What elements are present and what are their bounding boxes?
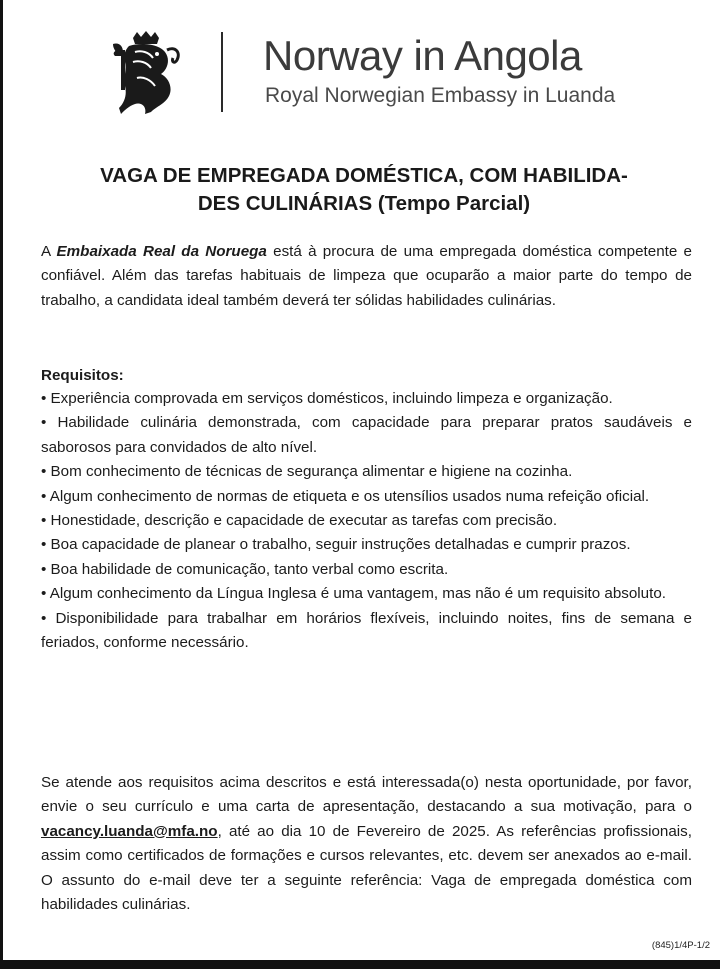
intro-text: está à procura de uma empregada doméstica competente e confiável. Além das tarefas habituais de limpeza que ocuparão a maior parte do tempo de trabalho, a candidata ideal também deverá ter sólidas habilidades culinárias. [41, 243, 692, 309]
embassy-name: Embaixada Real da Noruega [56, 243, 267, 260]
requirement-item: • Experiência comprovada em serviços domésticos, incluindo limpeza e organização. [41, 390, 613, 407]
brand-subtitle: Royal Norwegian Embassy in Luanda [265, 84, 616, 107]
reference-code: (845)1/4P-1/2 [651, 940, 710, 951]
requirement-item: • Boa habilidade de comunicação, tanto verbal como escrita. [41, 560, 449, 578]
vacancy-title-line-1: VAGA DE EMPREGADA DOMÉSTICA, COM HABILIDA- [100, 164, 628, 187]
vacancy-title-line-2: DES CULINÁRIAS (Tempo Parcial) [197, 192, 531, 215]
requirements-heading: Requisitos: [41, 367, 124, 384]
requirements-list [41, 387, 692, 655]
requirement-item: • Algum conhecimento da Língua Inglesa é uma vantagem, mas não é um requisito absoluto. [41, 585, 667, 603]
closing-paragraph [41, 771, 692, 917]
requirement-item: • Honestidade, descrição e capacidade de executar as tarefas com precisão. [41, 512, 558, 530]
embassy-header [111, 26, 671, 122]
norwegian-lion-crest-icon [111, 30, 183, 116]
header-divider [221, 32, 223, 112]
vacancy-title [43, 162, 685, 218]
requirement-item: • Disponibilidade para trabalhar em horários flexíveis, incluindo noites, fins de semana e feriados, conforme necessário. [41, 609, 692, 652]
email-link[interactable]: vacancy.luanda@mfa.no [41, 822, 218, 840]
requirement-item: • Bom conhecimento de técnicas de segurança alimentar e higiene na cozinha. [41, 463, 573, 481]
closing-text-after: , até ao dia 10 de Fevereiro de 2025. As referências profissionais, assim como certificados de formações e cursos relevantes, etc. devem ser anexados ao e-mail. O assunto do e-mail deve ter a seguinte referência: Vaga de empregada doméstica com habilidades culinárias. [41, 822, 692, 914]
requirement-item: • Algum conhecimento de normas de etiqueta e os utensílios usados numa refeição oficial. [41, 487, 650, 505]
requirement-item: • Boa capacidade de planear o trabalho, seguir instruções detalhadas e cumprir prazos. [41, 536, 631, 554]
requirement-item: • Habilidade culinária demonstrada, com capacidade para preparar pratos saudáveis e saborosos para convidados de alto nível. [41, 414, 692, 456]
closing-text-before: Se atende aos requisitos acima descritos e está interessada(o) nesta oportunidade, por favor, envie o seu currículo e uma carta de apresentação, destacando a sua motivação, para o [41, 774, 692, 816]
intro-prefix: A [41, 243, 57, 260]
brand-title: Norway in Angola [263, 32, 582, 79]
intro-paragraph [41, 240, 692, 313]
